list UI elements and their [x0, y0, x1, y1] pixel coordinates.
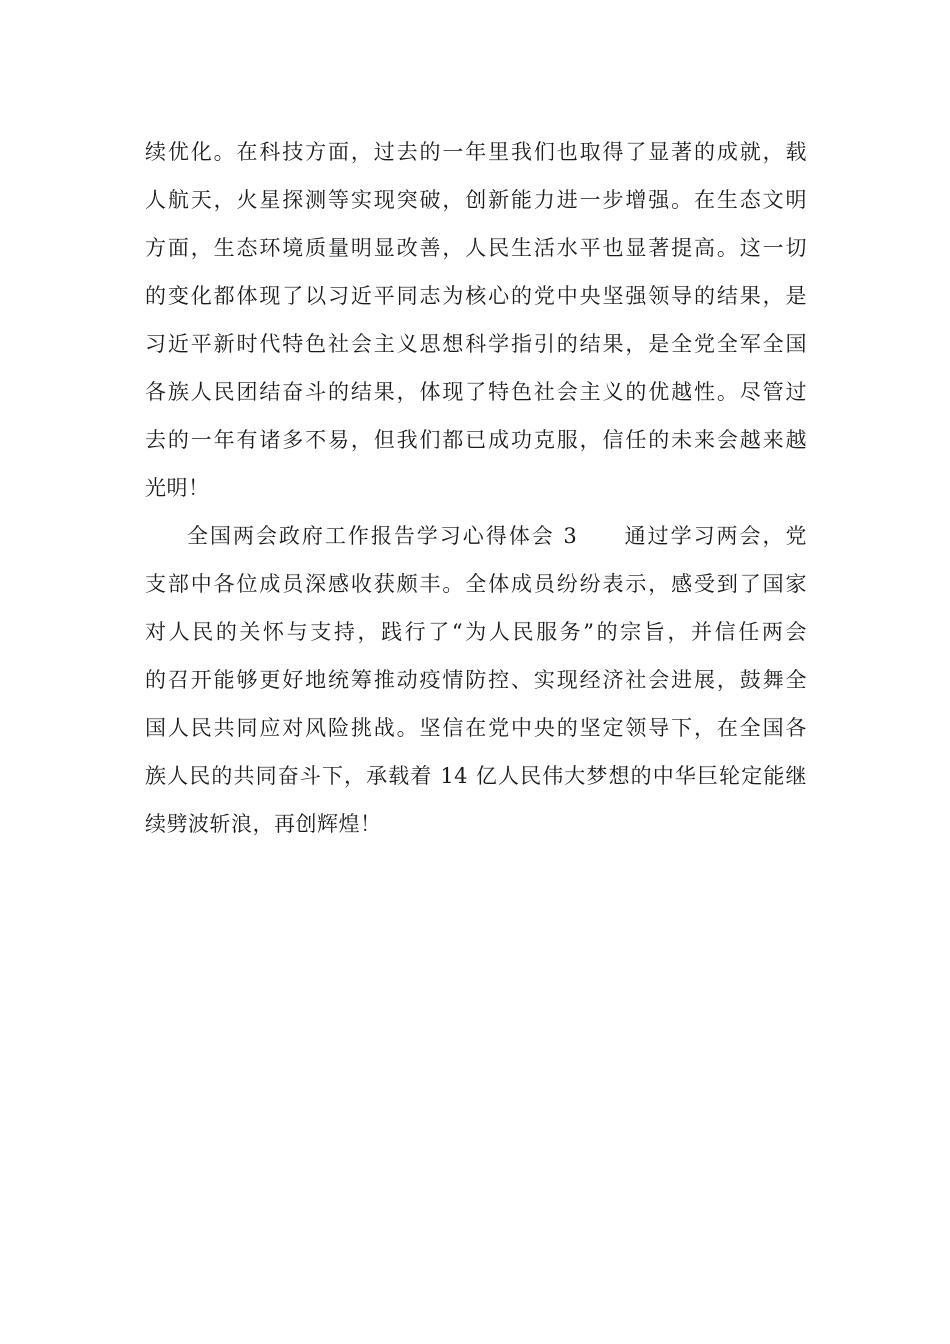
paragraph-line: 人航天，火星探测等实现突破，创新能力进一步增强。在生态文明 [145, 188, 807, 212]
paragraph-line: 各族人民团结奋斗的结果，体现了特色社会主义的优越性。尽管过 [145, 380, 807, 404]
paragraph-heading-line: 全国两会政府工作报告学习心得体会 3 通过学习两会，党 [187, 524, 807, 548]
paragraph-1 [145, 128, 807, 512]
document-body [145, 128, 807, 848]
paragraph-line: 续劈波斩浪，再创辉煌！ [145, 812, 382, 836]
paragraph-line: 去的一年有诸多不易，但我们都已成功克服，信任的未来会越来越 [145, 428, 807, 452]
paragraph-line: 对人民的关怀与支持，践行了“为人民服务”的宗旨，并信任两会 [145, 620, 807, 644]
paragraph-2 [145, 512, 807, 848]
paragraph-line: 的变化都体现了以习近平同志为核心的党中央坚强领导的结果，是 [145, 284, 807, 308]
paragraph-line: 支部中各位成员深感收获颇丰。全体成员纷纷表示，感受到了国家 [145, 572, 807, 596]
paragraph-line: 续优化。在科技方面，过去的一年里我们也取得了显著的成就，载 [145, 140, 807, 164]
paragraph-line: 的召开能够更好地统筹推动疫情防控、实现经济社会进展，鼓舞全 [145, 668, 807, 692]
paragraph-line: 习近平新时代特色社会主义思想科学指引的结果，是全党全军全国 [145, 332, 807, 356]
paragraph-line: 国人民共同应对风险挑战。坚信在党中央的坚定领导下，在全国各 [145, 716, 807, 740]
paragraph-line: 族人民的共同奋斗下，承载着 14 亿人民伟大梦想的中华巨轮定能继 [145, 764, 807, 788]
paragraph-line: 光明！ [145, 476, 210, 500]
paragraph-line: 方面，生态环境质量明显改善，人民生活水平也显著提高。这一切 [145, 236, 807, 260]
